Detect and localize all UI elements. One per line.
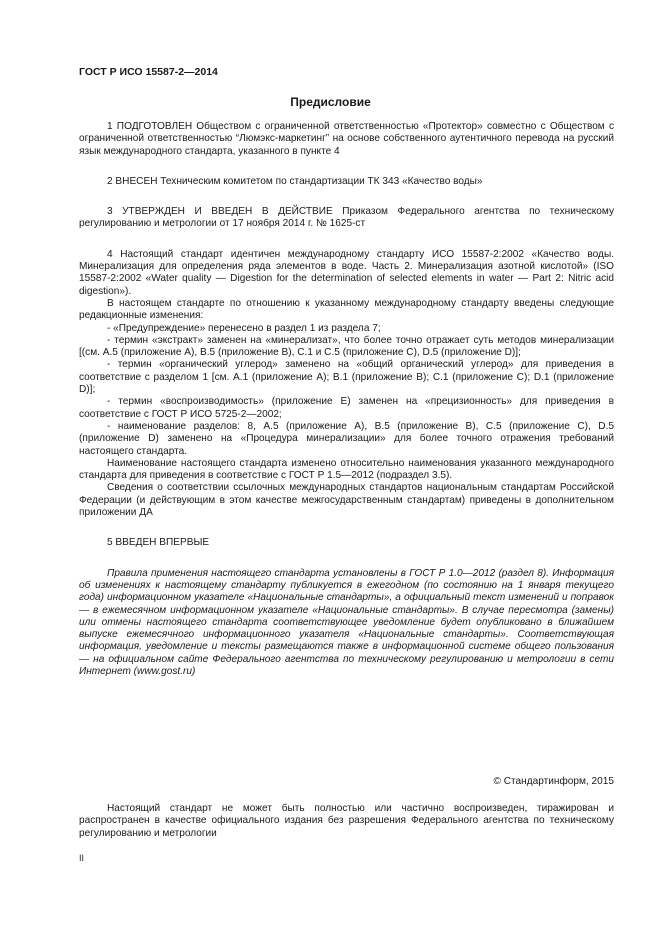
paragraph-usage-rules: Правила применения настоящего стандарта установлены в ГОСТ Р 1.0—2012 (раздел 8). Информация об изменениях к настоящему стандарту публикуется в ежегодном (по состоянию на 1 января текущего года) информационном указателе «Национальные стандарты», а официальный текст изменений и поправок — в ежемесячном информационном указателе «Национальные стандарты». В случае пересмотра (замены) или отмены настоящего стандарта соответствующее уведомление будет опубликовано в ближайшем выпуске ежемесячного информационного указателя «Национальные стандарты». Соответствующая информация, уведомление и тексты размещаются также в информационной системе общего пользования — на официальном сайте Федерального агентства по техническому регулированию и метрологии в сети Интернет (www.gost.ru) bbox=[79, 567, 614, 677]
copyright: © Стандартинформ, 2015 bbox=[493, 776, 614, 787]
page-number: II bbox=[79, 853, 85, 863]
paragraph-changes-intro: В настоящем стандарте по отношению к указанному международному стандарту введены следующие редакционные изменения: bbox=[79, 297, 614, 322]
reproduction-notice bbox=[79, 803, 614, 840]
paragraph-2: 2 ВНЕСЕН Техническим комитетом по стандартизации ТК 343 «Качество воды» bbox=[107, 175, 483, 187]
change-item: - термин «воспроизводимость» (приложение Е) заменен на «прецизионность» для приведения в соответствие с ГОСТ Р ИСО 5725-2—2002; bbox=[79, 396, 614, 420]
paragraph-references: Сведения о соответствии ссылочных международных стандартов национальным стандартам Российской Федерации (и действующим в этом качестве межгосударственным стандартам) приведены в дополнительном приложении ДА bbox=[79, 482, 614, 519]
foreword-body bbox=[79, 121, 614, 678]
paragraph-1: 1 ПОДГОТОВЛЕН Обществом с ограниченной ответственностью «Протектор» совместно с Обществом с ограниченной ответственностью “Люмэкс-маркетинг” на основе собственного аутентичного перевода на русский язык международного стандарта, указанного в пункте 4 bbox=[79, 121, 614, 157]
paragraph-5: 5 ВВЕДЕН ВПЕРВЫЕ bbox=[107, 537, 210, 549]
page-title: Предисловие bbox=[290, 95, 371, 109]
notice-text: Настоящий стандарт не может быть полностью или частично воспроизведен, тиражирован и распространен в качестве официального издания без разрешения Федерального агентства по техническому регулированию и метрологии bbox=[79, 803, 614, 839]
change-item: - наименование разделов: 8, А.5 (приложение А), В.5 (приложение В), С.5 (приложение С), D.5 (приложение D) заменено на «Процедура минерализации» для более точного отражения требований настоящего стандарта. bbox=[79, 420, 614, 457]
change-item: - «Предупреждение» перенесено в раздел 1 из раздела 7; bbox=[107, 322, 381, 334]
document-id: ГОСТ Р ИСО 15587-2—2014 bbox=[79, 66, 218, 78]
change-item: - термин «органический углерод» заменено на «общий органический углерод» для приведения в соответствие с разделом 1 [см. А.1 (приложение А); В.1 (приложение В); С.1 (приложение С); D.1 (приложение D)]; bbox=[79, 359, 614, 396]
paragraph-3: 3 УТВЕРЖДЕН И ВВЕДЕН В ДЕЙСТВИЕ Приказом Федерального агентства по техническому регулированию и метрологии от 17 ноября 2014 г. № 1625-ст bbox=[79, 206, 614, 230]
change-item: - термин «экстракт» заменен на «минерализат», что более точно отражает суть методов минерализации [(см. А.5 (приложение А), В.5 (приложение В), С.1 и С.5 (приложение С), D.5 (приложение D)]; bbox=[79, 334, 614, 359]
paragraph-title-change: Наименование настоящего стандарта изменено относительно наименования указанного международного стандарта для приведения в соответствие с ГОСТ Р 1.5—2012 (подраздел 3.5). bbox=[79, 457, 614, 482]
paragraph-4: 4 Настоящий стандарт идентичен международному стандарту ИСО 15587-2:2002 «Качество воды. Минерализация для определения ряда элементов в воде. Часть 2. Минерализация азотной кислотой» (ISO 15587-2:2002 «Water quality — Digestion for the determination of selected elements in water — Part 2: Nitric acid digestion»). bbox=[79, 248, 614, 297]
